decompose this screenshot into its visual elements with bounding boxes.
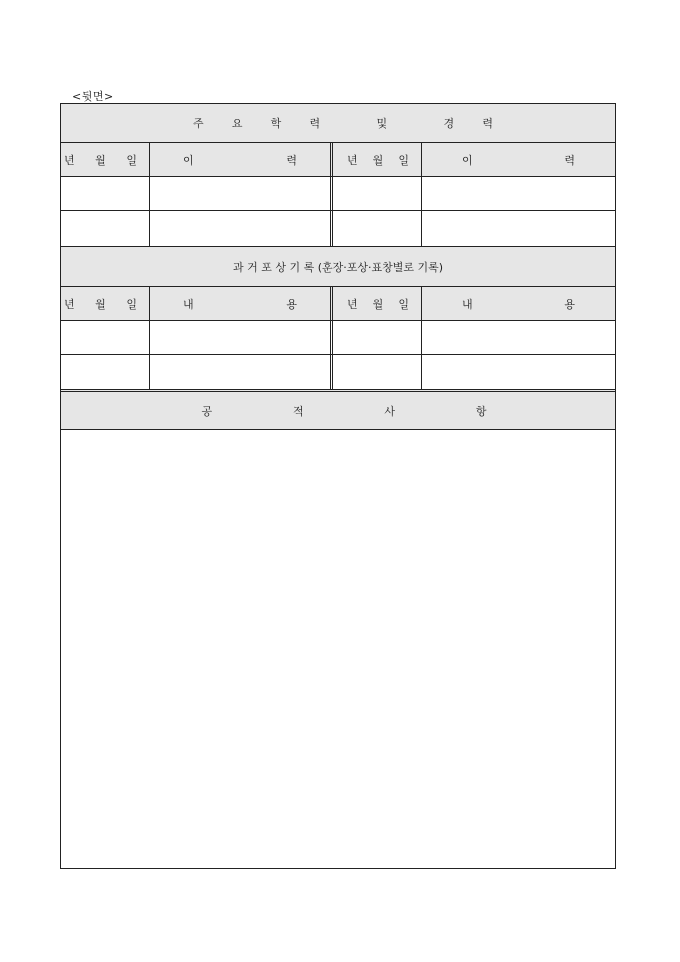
content-cell[interactable] — [422, 355, 615, 389]
table-row — [61, 177, 615, 211]
history-column-header — [150, 143, 333, 176]
header-char: 내 — [462, 297, 473, 311]
title-char: 학 — [270, 117, 282, 130]
history-cell[interactable] — [422, 211, 615, 246]
content-column-header — [422, 287, 615, 320]
content-column-header — [150, 287, 333, 320]
header-char: 년 — [347, 297, 358, 311]
history-cell[interactable] — [422, 177, 615, 210]
record-form — [60, 103, 616, 869]
date-column-header — [333, 143, 422, 176]
header-char: 일 — [126, 153, 137, 167]
merits-title — [202, 403, 487, 419]
header-char: 년 — [64, 297, 75, 311]
header-char: 일 — [398, 297, 409, 311]
title-char: 사 — [384, 404, 396, 418]
header-char: 력 — [564, 153, 575, 167]
title-char: 경 — [443, 117, 455, 130]
table-row — [61, 355, 615, 389]
header-char: 일 — [126, 297, 137, 311]
title-char: 적 — [292, 404, 304, 418]
header-char: 이 — [183, 153, 194, 167]
header-char: 용 — [286, 297, 297, 311]
content-cell[interactable] — [150, 321, 333, 354]
title-char: 및 — [376, 117, 388, 130]
date-cell[interactable] — [333, 321, 422, 354]
content-cell[interactable] — [150, 355, 333, 389]
header-char: 이 — [462, 153, 473, 167]
header-char: 력 — [286, 153, 297, 167]
header-char: 내 — [183, 297, 194, 311]
title-char: 주 — [193, 117, 204, 130]
content-cell[interactable] — [422, 321, 615, 354]
date-cell[interactable] — [61, 321, 150, 354]
education-column-header-row — [61, 143, 615, 177]
table-row — [61, 321, 615, 355]
header-char: 월 — [95, 297, 106, 311]
history-column-header — [422, 143, 615, 176]
header-char: 년 — [64, 153, 75, 167]
date-column-header — [61, 143, 150, 176]
date-column-header — [61, 287, 150, 320]
title-char: 력 — [309, 117, 321, 130]
table-row — [61, 211, 615, 247]
date-cell[interactable] — [61, 177, 150, 210]
date-cell[interactable] — [61, 355, 150, 389]
awards-header — [61, 247, 615, 287]
date-cell[interactable] — [333, 355, 422, 389]
title-char: 공 — [201, 404, 213, 418]
header-char: 월 — [372, 297, 384, 311]
header-char: 용 — [564, 297, 575, 311]
date-cell[interactable] — [61, 211, 150, 246]
merits-content-area[interactable] — [61, 430, 615, 868]
title-char: 요 — [231, 117, 243, 130]
title-char: 항 — [475, 404, 487, 418]
page-label: <뒷면> — [72, 90, 114, 103]
date-cell[interactable] — [333, 211, 422, 246]
merits-header — [61, 389, 615, 430]
date-column-header — [333, 287, 422, 320]
date-cell[interactable] — [333, 177, 422, 210]
education-career-header — [61, 104, 615, 143]
history-cell[interactable] — [150, 211, 333, 246]
education-career-title — [193, 115, 493, 131]
header-char: 월 — [95, 153, 106, 167]
awards-title: 과 거 포 상 기 록 (훈장·포상·표창별로 기록) — [232, 260, 444, 274]
awards-column-header-row — [61, 287, 615, 321]
history-cell[interactable] — [150, 177, 333, 210]
title-char: 력 — [482, 117, 493, 130]
header-char: 년 — [347, 153, 358, 167]
header-char: 월 — [372, 153, 384, 167]
header-char: 일 — [398, 153, 409, 167]
